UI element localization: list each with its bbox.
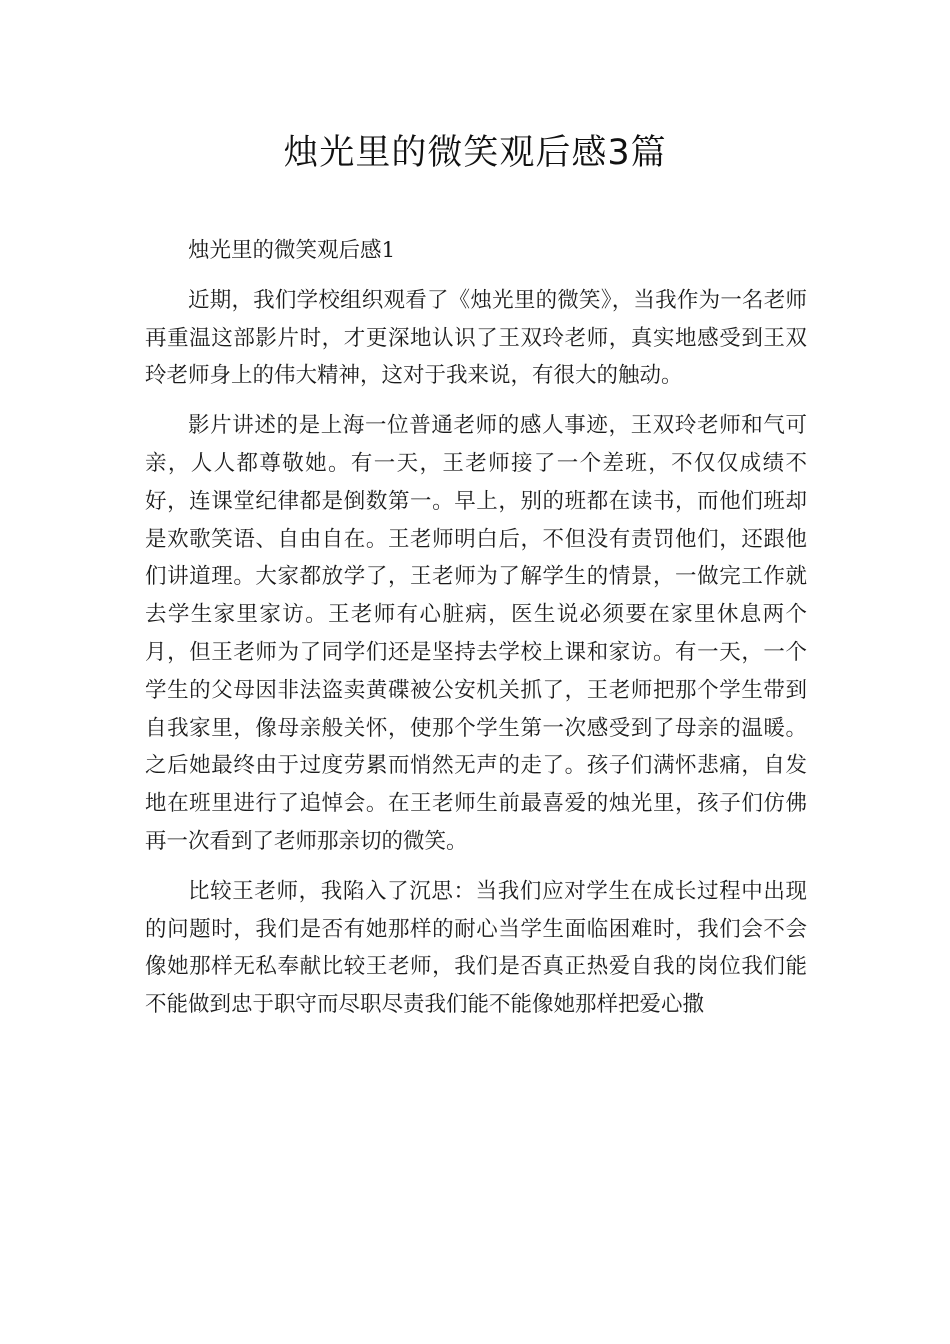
section-heading: 烛光里的微笑观后感1	[188, 238, 396, 263]
paragraph-intro: 近期，我们学校组织观看了《烛光里的微笑》，当我作为一名老师再重温这部影片时，才更深地认识了王双玲老师，真实地感受到王双玲老师身上的伟大精神，这对于我来说，有很大的触动。	[145, 287, 807, 389]
document-body	[145, 232, 807, 1036]
paragraph-reflection: 比较王老师，我陷入了沉思：当我们应对学生在成长过程中出现的问题时，我们是否有她那样的耐心当学生面临困难时，我们会不会像她那样无私奉献比较王老师，我们是否真正热爱自我的岗位我们能不能做到忠于职守而尽职尽责我们能不能像她那样把爱心撒	[145, 878, 807, 1018]
document-title: 烛光里的微笑观后感3篇	[283, 133, 667, 173]
paragraph-story: 影片讲述的是上海一位普通老师的感人事迹，王双玲老师和气可亲，人人都尊敬她。有一天，王老师接了一个差班，不仅仅成绩不好，连课堂纪律都是倒数第一。早上，别的班都在读书，而他们班却是欢歌笑语、自由自在。王老师明白后，不但没有责罚他们，还跟他们讲道理。大家都放学了，王老师为了解学生的情景，一做完工作就去学生家里家访。王老师有心脏病，医生说必须要在家里休息两个月，但王老师为了同学们还是坚持去学校上课和家访。有一天，一个学生的父母因非法盗卖黄碟被公安机关抓了，王老师把那个学生带到自我家里，像母亲般关怀，使那个学生第一次感受到了母亲的温暖。之后她最终由于过度劳累而悄然无声的走了。孩子们满怀悲痛，自发地在班里进行了追悼会。在王老师生前最喜爱的烛光里，孩子们仿佛再一次看到了老师那亲切的微笑。	[145, 413, 807, 854]
